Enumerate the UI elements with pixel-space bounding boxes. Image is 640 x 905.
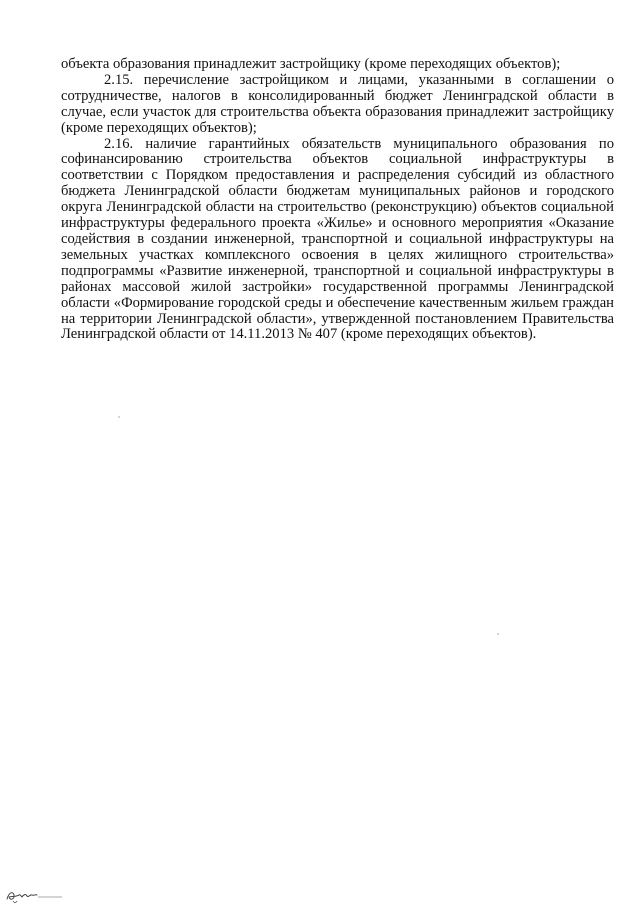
scan-speck bbox=[118, 416, 120, 418]
paragraph-continuation: объекта образования принадлежит застройщику (кроме переходящих объектов); bbox=[61, 56, 561, 72]
handwritten-initials-signature bbox=[4, 888, 64, 904]
paragraph-2-15: 2.15. перечисление застройщиком и лицами, указанными в соглашении о сотрудничестве, налогов в консолидированный бюджет Ленинградской области в случае, если участок для строительства объекта образования принадлежит застройщику (кроме переходящих объектов); bbox=[61, 71, 614, 136]
document-body bbox=[61, 57, 614, 343]
scan-speck bbox=[497, 633, 499, 635]
paragraph-2-16: 2.16. наличие гарантийных обязательств муниципального образования по софинансированию строительства объектов социальной инфраструктуры в соответствии с Порядком предоставления и распределения субсидий из областного бюджета Ленинградской области бюджетам муниципальных районов и городского округа Ленинградской области на строительство (реконструкцию) объектов социальной инфраструктуры федерального проекта «Жилье» и основного мероприятия «Оказание содействия в создании инженерной, транспортной и социальной инфраструктуры на земельных участках комплексного освоения в целях жилищного строительства» подпрограммы «Развитие инженерной, транспортной и социальной инфраструктуры в районах массовой жилой застройки» государственной программы Ленинградской области «Формирование городской среды и обеспечение качественным жильем граждан на территории Ленинградской области», утвержденной постановлением Правительства Ленинградской области от 14.11.2013 № 407 (кроме переходящих объектов). bbox=[61, 135, 614, 343]
